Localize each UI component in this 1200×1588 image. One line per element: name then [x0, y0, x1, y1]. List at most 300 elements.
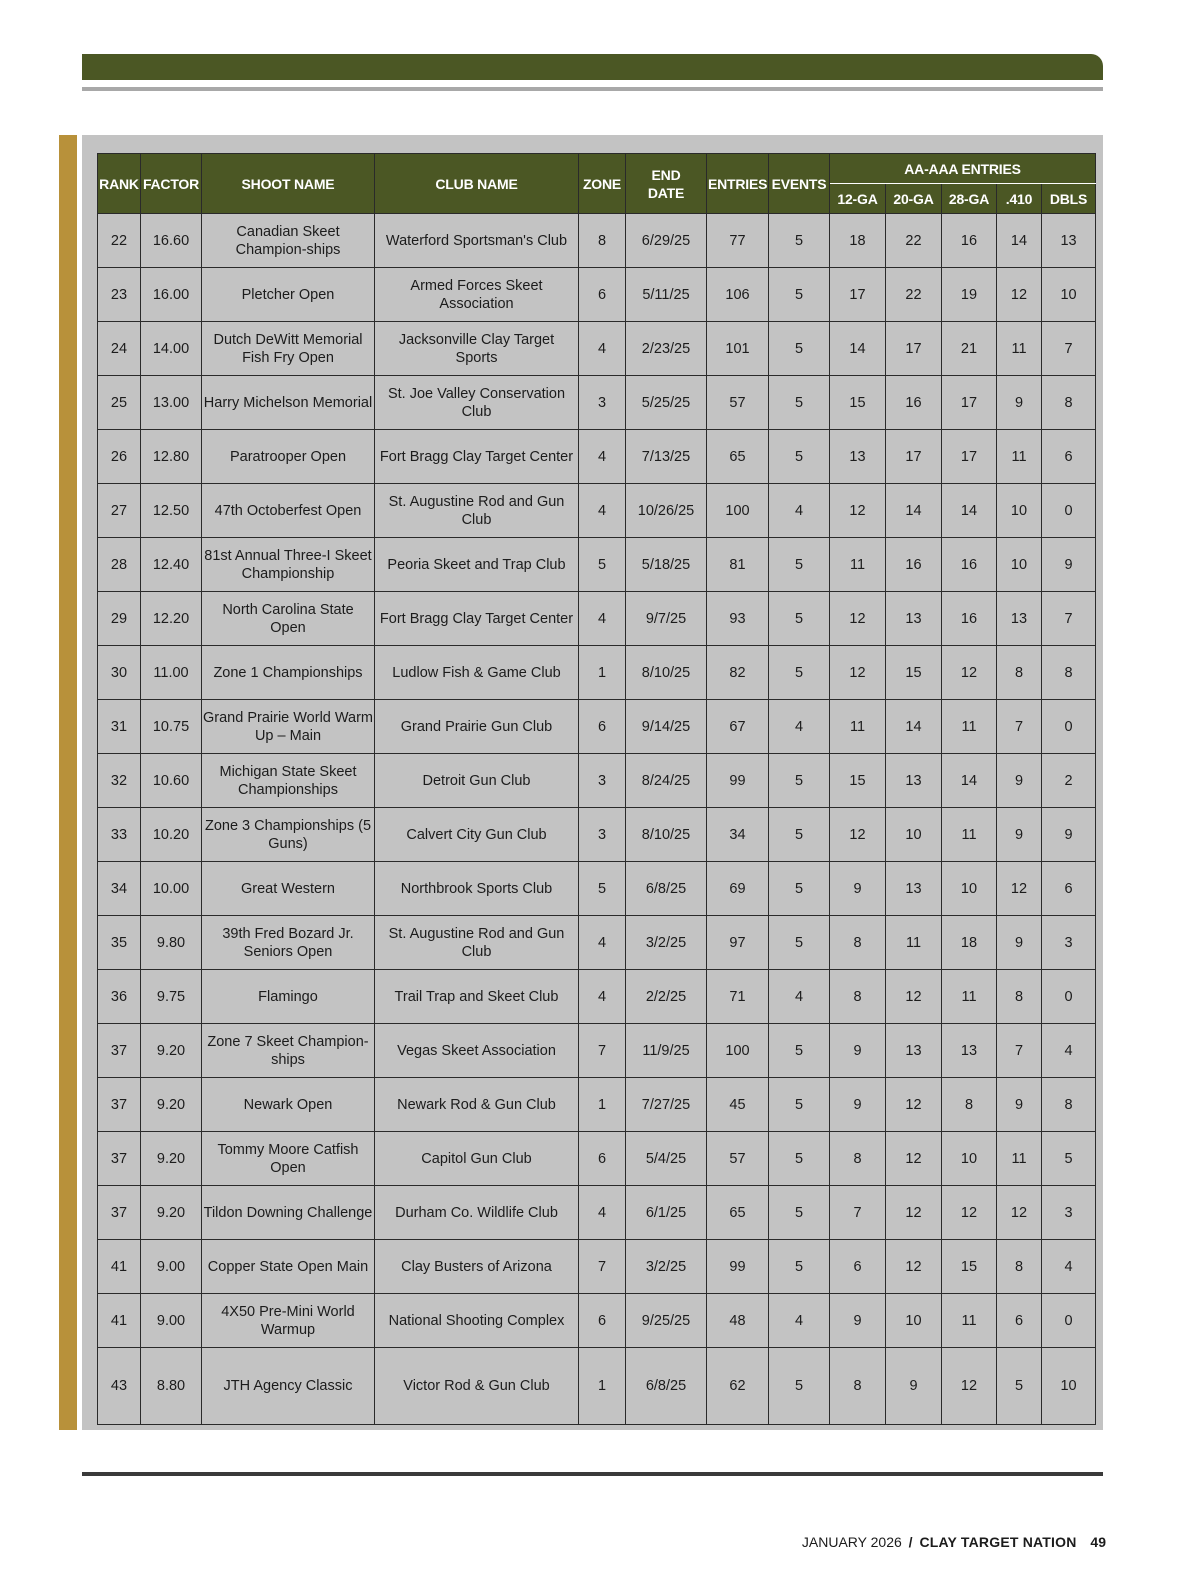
cell-20ga: 16: [886, 538, 942, 592]
cell-28ga: 10: [942, 862, 997, 916]
cell-events: 5: [769, 1348, 830, 1425]
cell-club-name: Calvert City Gun Club: [375, 808, 579, 862]
cell-zone: 7: [579, 1240, 626, 1294]
cell-28ga: 10: [942, 1132, 997, 1186]
cell-shoot-name: Pletcher Open: [202, 268, 375, 322]
cell-end-date: 7/27/25: [626, 1078, 707, 1132]
cell-end-date: 9/14/25: [626, 700, 707, 754]
cell-410: 9: [997, 1078, 1042, 1132]
cell-club-name: Northbrook Sports Club: [375, 862, 579, 916]
cell-410: 10: [997, 538, 1042, 592]
cell-410: 11: [997, 1132, 1042, 1186]
cell-factor: 10.00: [141, 862, 202, 916]
cell-club-name: St. Joe Valley Conservation Club: [375, 376, 579, 430]
cell-factor: 13.00: [141, 376, 202, 430]
cell-dbls: 6: [1042, 862, 1096, 916]
page-number: 49: [1090, 1534, 1106, 1550]
cell-factor: 14.00: [141, 322, 202, 376]
table-body: [98, 214, 1096, 1425]
cell-dbls: 0: [1042, 970, 1096, 1024]
cell-factor: 16.00: [141, 268, 202, 322]
cell-end-date: 6/1/25: [626, 1186, 707, 1240]
cell-dbls: 9: [1042, 808, 1096, 862]
cell-zone: 1: [579, 1348, 626, 1425]
cell-end-date: 5/4/25: [626, 1132, 707, 1186]
col-header-dbls: DBLS: [1042, 184, 1096, 214]
cell-12ga: 8: [830, 1348, 886, 1425]
cell-shoot-name: Tommy Moore Catfish Open: [202, 1132, 375, 1186]
cell-events: 5: [769, 1132, 830, 1186]
cell-events: 4: [769, 1294, 830, 1348]
cell-20ga: 22: [886, 268, 942, 322]
cell-28ga: 12: [942, 646, 997, 700]
cell-shoot-name: Copper State Open Main: [202, 1240, 375, 1294]
cell-dbls: 10: [1042, 268, 1096, 322]
cell-entries: 93: [707, 592, 769, 646]
cell-12ga: 9: [830, 1294, 886, 1348]
cell-410: 7: [997, 700, 1042, 754]
cell-events: 5: [769, 538, 830, 592]
col-header-shoot-name: SHOOT NAME: [202, 154, 375, 214]
cell-zone: 4: [579, 322, 626, 376]
col-header-end-date: END DATE: [626, 154, 707, 214]
cell-12ga: 8: [830, 970, 886, 1024]
col-header-20ga: 20-GA: [886, 184, 942, 214]
cell-dbls: 9: [1042, 538, 1096, 592]
cell-20ga: 12: [886, 970, 942, 1024]
cell-events: 5: [769, 322, 830, 376]
cell-entries: 48: [707, 1294, 769, 1348]
cell-rank: 26: [98, 430, 141, 484]
page-footer: [802, 1534, 1106, 1550]
cell-410: 9: [997, 754, 1042, 808]
cell-entries: 97: [707, 916, 769, 970]
table-row: [98, 862, 1096, 916]
cell-dbls: 8: [1042, 646, 1096, 700]
cell-events: 4: [769, 484, 830, 538]
cell-entries: 65: [707, 1186, 769, 1240]
cell-club-name: Newark Rod & Gun Club: [375, 1078, 579, 1132]
cell-rank: 41: [98, 1240, 141, 1294]
cell-dbls: 8: [1042, 376, 1096, 430]
cell-28ga: 16: [942, 538, 997, 592]
cell-28ga: 12: [942, 1186, 997, 1240]
cell-rank: 25: [98, 376, 141, 430]
cell-events: 5: [769, 268, 830, 322]
table-row: [98, 754, 1096, 808]
cell-events: 5: [769, 1078, 830, 1132]
cell-zone: 3: [579, 376, 626, 430]
cell-club-name: Capitol Gun Club: [375, 1132, 579, 1186]
cell-entries: 82: [707, 646, 769, 700]
cell-rank: 43: [98, 1348, 141, 1425]
cell-rank: 27: [98, 484, 141, 538]
cell-end-date: 9/25/25: [626, 1294, 707, 1348]
cell-410: 6: [997, 1294, 1042, 1348]
table-row: [98, 1294, 1096, 1348]
cell-club-name: Fort Bragg Clay Target Center: [375, 430, 579, 484]
cell-28ga: 11: [942, 1294, 997, 1348]
cell-end-date: 6/8/25: [626, 862, 707, 916]
cell-zone: 8: [579, 214, 626, 268]
table-row: [98, 592, 1096, 646]
cell-410: 13: [997, 592, 1042, 646]
cell-zone: 6: [579, 700, 626, 754]
cell-20ga: 9: [886, 1348, 942, 1425]
cell-shoot-name: 39th Fred Bozard Jr. Seniors Open: [202, 916, 375, 970]
cell-entries: 99: [707, 1240, 769, 1294]
cell-club-name: Victor Rod & Gun Club: [375, 1348, 579, 1425]
cell-zone: 6: [579, 1132, 626, 1186]
cell-events: 5: [769, 1024, 830, 1078]
cell-410: 14: [997, 214, 1042, 268]
table-row: [98, 1078, 1096, 1132]
cell-events: 5: [769, 430, 830, 484]
cell-end-date: 9/7/25: [626, 592, 707, 646]
cell-12ga: 9: [830, 1078, 886, 1132]
accent-bar: [59, 135, 77, 1430]
cell-20ga: 14: [886, 700, 942, 754]
cell-28ga: 14: [942, 754, 997, 808]
cell-20ga: 13: [886, 1024, 942, 1078]
cell-shoot-name: Great Western: [202, 862, 375, 916]
cell-shoot-name: Canadian Skeet Champion-ships: [202, 214, 375, 268]
cell-end-date: 8/10/25: [626, 808, 707, 862]
cell-20ga: 12: [886, 1132, 942, 1186]
cell-end-date: 2/23/25: [626, 322, 707, 376]
cell-entries: 106: [707, 268, 769, 322]
cell-12ga: 11: [830, 700, 886, 754]
cell-club-name: Trail Trap and Skeet Club: [375, 970, 579, 1024]
cell-dbls: 2: [1042, 754, 1096, 808]
table-row: [98, 430, 1096, 484]
table-row: [98, 970, 1096, 1024]
cell-20ga: 13: [886, 754, 942, 808]
cell-12ga: 7: [830, 1186, 886, 1240]
cell-rank: 33: [98, 808, 141, 862]
cell-entries: 77: [707, 214, 769, 268]
cell-zone: 7: [579, 1024, 626, 1078]
cell-20ga: 15: [886, 646, 942, 700]
cell-factor: 9.20: [141, 1186, 202, 1240]
cell-events: 5: [769, 376, 830, 430]
cell-12ga: 12: [830, 646, 886, 700]
cell-28ga: 16: [942, 214, 997, 268]
cell-12ga: 6: [830, 1240, 886, 1294]
col-header-group-aa-aaa: AA-AAA ENTRIES: [830, 154, 1096, 184]
cell-28ga: 11: [942, 970, 997, 1024]
cell-dbls: 10: [1042, 1348, 1096, 1425]
cell-rank: 37: [98, 1078, 141, 1132]
cell-12ga: 8: [830, 916, 886, 970]
cell-28ga: 13: [942, 1024, 997, 1078]
cell-factor: 10.75: [141, 700, 202, 754]
cell-rank: 24: [98, 322, 141, 376]
cell-entries: 101: [707, 322, 769, 376]
cell-dbls: 6: [1042, 430, 1096, 484]
table-row: [98, 1240, 1096, 1294]
col-header-zone: ZONE: [579, 154, 626, 214]
col-header-events: EVENTS: [769, 154, 830, 214]
cell-shoot-name: Zone 1 Championships: [202, 646, 375, 700]
cell-rank: 28: [98, 538, 141, 592]
cell-shoot-name: Michigan State Skeet Championships: [202, 754, 375, 808]
cell-club-name: Jacksonville Clay Target Sports: [375, 322, 579, 376]
table-row: [98, 268, 1096, 322]
cell-20ga: 12: [886, 1240, 942, 1294]
cell-events: 4: [769, 970, 830, 1024]
cell-shoot-name: JTH Agency Classic: [202, 1348, 375, 1425]
header-band: [82, 54, 1103, 80]
cell-entries: 65: [707, 430, 769, 484]
cell-factor: 9.80: [141, 916, 202, 970]
cell-dbls: 13: [1042, 214, 1096, 268]
cell-end-date: 3/2/25: [626, 916, 707, 970]
footer-magazine: CLAY TARGET NATION: [919, 1534, 1077, 1550]
table-row: [98, 1024, 1096, 1078]
cell-shoot-name: Grand Prairie World Warm Up – Main: [202, 700, 375, 754]
cell-factor: 8.80: [141, 1348, 202, 1425]
cell-events: 5: [769, 1240, 830, 1294]
cell-club-name: Detroit Gun Club: [375, 754, 579, 808]
cell-club-name: Peoria Skeet and Trap Club: [375, 538, 579, 592]
cell-zone: 5: [579, 538, 626, 592]
cell-events: 5: [769, 646, 830, 700]
cell-events: 5: [769, 592, 830, 646]
cell-20ga: 14: [886, 484, 942, 538]
cell-zone: 3: [579, 754, 626, 808]
cell-dbls: 0: [1042, 700, 1096, 754]
cell-410: 12: [997, 1186, 1042, 1240]
cell-20ga: 12: [886, 1186, 942, 1240]
cell-zone: 4: [579, 1186, 626, 1240]
cell-club-name: St. Augustine Rod and Gun Club: [375, 484, 579, 538]
cell-entries: 69: [707, 862, 769, 916]
cell-club-name: National Shooting Complex: [375, 1294, 579, 1348]
cell-20ga: 17: [886, 322, 942, 376]
cell-rank: 36: [98, 970, 141, 1024]
cell-factor: 9.00: [141, 1240, 202, 1294]
cell-entries: 57: [707, 1132, 769, 1186]
col-header-factor: FACTOR: [141, 154, 202, 214]
col-header-rank: RANK: [98, 154, 141, 214]
cell-shoot-name: Dutch DeWitt Memorial Fish Fry Open: [202, 322, 375, 376]
cell-20ga: 17: [886, 430, 942, 484]
cell-end-date: 11/9/25: [626, 1024, 707, 1078]
cell-20ga: 11: [886, 916, 942, 970]
table-row: [98, 538, 1096, 592]
cell-rank: 34: [98, 862, 141, 916]
table-row: [98, 646, 1096, 700]
cell-end-date: 5/11/25: [626, 268, 707, 322]
cell-events: 5: [769, 214, 830, 268]
cell-410: 9: [997, 916, 1042, 970]
cell-factor: 10.20: [141, 808, 202, 862]
cell-entries: 62: [707, 1348, 769, 1425]
cell-dbls: 7: [1042, 322, 1096, 376]
col-header-28ga: 28-GA: [942, 184, 997, 214]
cell-410: 8: [997, 970, 1042, 1024]
cell-28ga: 15: [942, 1240, 997, 1294]
table-row: [98, 1132, 1096, 1186]
header-rule: [82, 87, 1103, 91]
footer-issue: JANUARY 2026: [801, 1534, 902, 1550]
cell-410: 11: [997, 322, 1042, 376]
cell-entries: 99: [707, 754, 769, 808]
cell-rank: 37: [98, 1024, 141, 1078]
cell-28ga: 14: [942, 484, 997, 538]
cell-factor: 16.60: [141, 214, 202, 268]
cell-dbls: 3: [1042, 1186, 1096, 1240]
footer-rule: [82, 1472, 1103, 1476]
cell-factor: 10.60: [141, 754, 202, 808]
cell-410: 7: [997, 1024, 1042, 1078]
cell-shoot-name: Tildon Downing Challenge: [202, 1186, 375, 1240]
cell-shoot-name: Harry Michelson Memorial: [202, 376, 375, 430]
cell-shoot-name: 4X50 Pre-Mini World Warmup: [202, 1294, 375, 1348]
cell-events: 5: [769, 862, 830, 916]
footer-separator: /: [908, 1534, 913, 1550]
cell-rank: 22: [98, 214, 141, 268]
cell-zone: 5: [579, 862, 626, 916]
col-header-410: .410: [997, 184, 1042, 214]
cell-shoot-name: Zone 7 Skeet Champion-ships: [202, 1024, 375, 1078]
cell-end-date: 5/18/25: [626, 538, 707, 592]
cell-12ga: 12: [830, 484, 886, 538]
cell-410: 5: [997, 1348, 1042, 1425]
cell-12ga: 11: [830, 538, 886, 592]
col-header-club-name: CLUB NAME: [375, 154, 579, 214]
cell-club-name: Clay Busters of Arizona: [375, 1240, 579, 1294]
cell-28ga: 12: [942, 1348, 997, 1425]
col-header-entries: ENTRIES: [707, 154, 769, 214]
cell-shoot-name: Zone 3 Championships (5 Guns): [202, 808, 375, 862]
cell-factor: 9.20: [141, 1132, 202, 1186]
cell-410: 12: [997, 268, 1042, 322]
cell-club-name: Durham Co. Wildlife Club: [375, 1186, 579, 1240]
cell-28ga: 11: [942, 808, 997, 862]
cell-20ga: 10: [886, 808, 942, 862]
cell-410: 9: [997, 376, 1042, 430]
cell-rank: 23: [98, 268, 141, 322]
cell-factor: 11.00: [141, 646, 202, 700]
table-row: [98, 322, 1096, 376]
cell-shoot-name: North Carolina State Open: [202, 592, 375, 646]
cell-410: 9: [997, 808, 1042, 862]
cell-club-name: Fort Bragg Clay Target Center: [375, 592, 579, 646]
cell-rank: 37: [98, 1186, 141, 1240]
cell-events: 5: [769, 1186, 830, 1240]
cell-dbls: 3: [1042, 916, 1096, 970]
cell-end-date: 8/24/25: [626, 754, 707, 808]
cell-zone: 4: [579, 970, 626, 1024]
cell-dbls: 8: [1042, 1078, 1096, 1132]
cell-entries: 67: [707, 700, 769, 754]
cell-entries: 71: [707, 970, 769, 1024]
cell-zone: 4: [579, 430, 626, 484]
cell-factor: 9.20: [141, 1024, 202, 1078]
table-row: [98, 916, 1096, 970]
table-row: [98, 1186, 1096, 1240]
cell-zone: 1: [579, 1078, 626, 1132]
cell-zone: 6: [579, 268, 626, 322]
cell-factor: 12.20: [141, 592, 202, 646]
cell-20ga: 13: [886, 592, 942, 646]
cell-entries: 100: [707, 1024, 769, 1078]
cell-end-date: 2/2/25: [626, 970, 707, 1024]
cell-12ga: 9: [830, 1024, 886, 1078]
cell-zone: 4: [579, 592, 626, 646]
cell-12ga: 12: [830, 592, 886, 646]
cell-shoot-name: Flamingo: [202, 970, 375, 1024]
cell-factor: 12.40: [141, 538, 202, 592]
cell-entries: 100: [707, 484, 769, 538]
cell-events: 5: [769, 808, 830, 862]
table-row: [98, 700, 1096, 754]
cell-410: 11: [997, 430, 1042, 484]
cell-entries: 34: [707, 808, 769, 862]
cell-12ga: 18: [830, 214, 886, 268]
cell-events: 5: [769, 754, 830, 808]
cell-end-date: 6/8/25: [626, 1348, 707, 1425]
cell-20ga: 12: [886, 1078, 942, 1132]
cell-shoot-name: Newark Open: [202, 1078, 375, 1132]
cell-20ga: 22: [886, 214, 942, 268]
cell-events: 5: [769, 916, 830, 970]
cell-12ga: 8: [830, 1132, 886, 1186]
cell-club-name: Ludlow Fish & Game Club: [375, 646, 579, 700]
cell-shoot-name: 47th Octoberfest Open: [202, 484, 375, 538]
cell-28ga: 18: [942, 916, 997, 970]
cell-club-name: Grand Prairie Gun Club: [375, 700, 579, 754]
cell-entries: 57: [707, 376, 769, 430]
cell-dbls: 0: [1042, 1294, 1096, 1348]
cell-28ga: 19: [942, 268, 997, 322]
cell-factor: 9.20: [141, 1078, 202, 1132]
cell-20ga: 10: [886, 1294, 942, 1348]
cell-12ga: 12: [830, 808, 886, 862]
cell-20ga: 16: [886, 376, 942, 430]
cell-factor: 12.80: [141, 430, 202, 484]
cell-rank: 31: [98, 700, 141, 754]
cell-end-date: 6/29/25: [626, 214, 707, 268]
cell-12ga: 15: [830, 376, 886, 430]
cell-rank: 35: [98, 916, 141, 970]
cell-rank: 30: [98, 646, 141, 700]
cell-end-date: 10/26/25: [626, 484, 707, 538]
cell-28ga: 17: [942, 430, 997, 484]
cell-28ga: 16: [942, 592, 997, 646]
cell-zone: 6: [579, 1294, 626, 1348]
cell-rank: 32: [98, 754, 141, 808]
cell-28ga: 17: [942, 376, 997, 430]
cell-12ga: 14: [830, 322, 886, 376]
cell-12ga: 17: [830, 268, 886, 322]
cell-shoot-name: Paratrooper Open: [202, 430, 375, 484]
cell-zone: 3: [579, 808, 626, 862]
cell-club-name: Waterford Sportsman's Club: [375, 214, 579, 268]
cell-dbls: 4: [1042, 1240, 1096, 1294]
col-header-12ga: 12-GA: [830, 184, 886, 214]
cell-end-date: 8/10/25: [626, 646, 707, 700]
cell-dbls: 4: [1042, 1024, 1096, 1078]
cell-events: 4: [769, 700, 830, 754]
cell-12ga: 13: [830, 430, 886, 484]
cell-shoot-name: 81st Annual Three-I Skeet Championship: [202, 538, 375, 592]
cell-410: 12: [997, 862, 1042, 916]
cell-410: 8: [997, 1240, 1042, 1294]
table-row: [98, 214, 1096, 268]
